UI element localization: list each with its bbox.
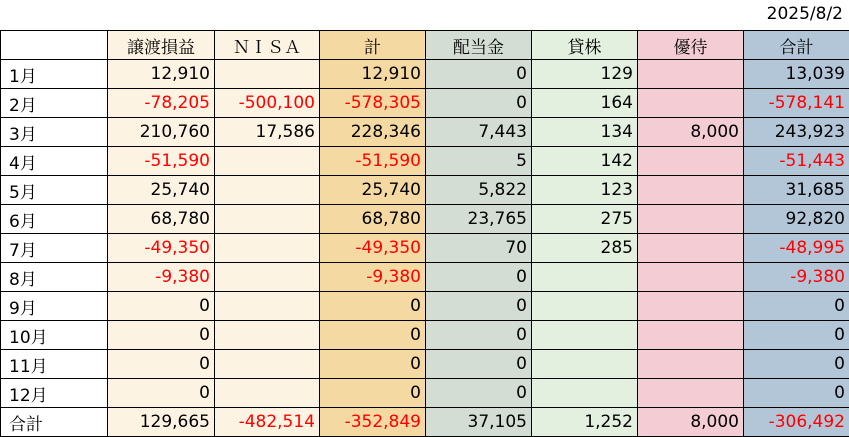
cell-grand-total: -51,443 [744,147,849,176]
table-body [1,60,849,437]
monthly-profit-table [0,30,849,437]
cell-subtotal: -9,380 [320,263,426,292]
cell-grand-total: -9,380 [744,263,849,292]
row-label: 3月 [1,118,108,147]
cell-capital-gains: -49,350 [108,234,215,263]
row-label: 5月 [1,176,108,205]
cell-capital-gains: 129,665 [108,408,215,437]
header-dividends: 配当金 [426,31,532,60]
row-label: 1月 [1,60,108,89]
cell-stock-lending: 142 [532,147,638,176]
cell-shareholder-benefits [638,263,744,292]
cell-dividends: 0 [426,292,532,321]
row-label: 9月 [1,292,108,321]
cell-dividends: 0 [426,263,532,292]
cell-nisa [215,350,320,379]
row-label: 7月 [1,234,108,263]
cell-grand-total: -578,141 [744,89,849,118]
header-nisa: ＮＩＳＡ [215,31,320,60]
cell-nisa [215,234,320,263]
cell-nisa: 17,586 [215,118,320,147]
table-row [1,263,849,292]
cell-subtotal: 25,740 [320,176,426,205]
table-row [1,60,849,89]
cell-nisa [215,176,320,205]
cell-shareholder-benefits [638,234,744,263]
cell-grand-total: 243,923 [744,118,849,147]
cell-nisa [215,205,320,234]
table-row [1,89,849,118]
cell-capital-gains: 210,760 [108,118,215,147]
cell-nisa [215,60,320,89]
row-label: 合計 [1,408,108,437]
cell-dividends: 0 [426,89,532,118]
cell-grand-total: 92,820 [744,205,849,234]
cell-capital-gains: 12,910 [108,60,215,89]
row-label: 11月 [1,350,108,379]
header-subtotal: 計 [320,31,426,60]
cell-dividends: 0 [426,379,532,408]
cell-nisa [215,263,320,292]
header-row [1,31,849,60]
header-stock-lending: 貸株 [532,31,638,60]
cell-dividends: 0 [426,60,532,89]
cell-capital-gains: -78,205 [108,89,215,118]
cell-stock-lending [532,292,638,321]
cell-shareholder-benefits [638,176,744,205]
cell-dividends: 37,105 [426,408,532,437]
cell-nisa [215,379,320,408]
cell-shareholder-benefits [638,89,744,118]
table-row [1,350,849,379]
row-label: 4月 [1,147,108,176]
cell-subtotal: -49,350 [320,234,426,263]
cell-shareholder-benefits [638,205,744,234]
cell-grand-total: 0 [744,350,849,379]
cell-subtotal: 0 [320,292,426,321]
cell-shareholder-benefits [638,292,744,321]
cell-stock-lending [532,263,638,292]
table-row [1,147,849,176]
row-label: 2月 [1,89,108,118]
cell-stock-lending: 275 [532,205,638,234]
cell-capital-gains: 68,780 [108,205,215,234]
cell-shareholder-benefits: 8,000 [638,118,744,147]
cell-nisa: -482,514 [215,408,320,437]
cell-capital-gains: 0 [108,379,215,408]
row-label: 12月 [1,379,108,408]
header-capital-gains: 譲渡損益 [108,31,215,60]
cell-grand-total: 31,685 [744,176,849,205]
cell-shareholder-benefits [638,60,744,89]
cell-capital-gains: 25,740 [108,176,215,205]
cell-capital-gains: 0 [108,292,215,321]
cell-stock-lending: 129 [532,60,638,89]
cell-stock-lending: 285 [532,234,638,263]
cell-subtotal: 0 [320,350,426,379]
cell-subtotal: 0 [320,379,426,408]
cell-subtotal: -578,305 [320,89,426,118]
report-date: 2025/8/2 [767,4,843,24]
cell-dividends: 5,822 [426,176,532,205]
cell-shareholder-benefits [638,379,744,408]
cell-grand-total: -48,995 [744,234,849,263]
table-row [1,379,849,408]
table-row [1,321,849,350]
cell-nisa [215,321,320,350]
header-grand-total: 合計 [744,31,849,60]
cell-subtotal: 68,780 [320,205,426,234]
cell-dividends: 70 [426,234,532,263]
table-row [1,118,849,147]
cell-nisa [215,292,320,321]
header-month [1,31,108,60]
cell-nisa [215,147,320,176]
cell-stock-lending [532,321,638,350]
cell-grand-total: 0 [744,321,849,350]
cell-stock-lending: 1,252 [532,408,638,437]
cell-stock-lending [532,350,638,379]
cell-shareholder-benefits [638,321,744,350]
total-row [1,408,849,437]
cell-grand-total: 0 [744,292,849,321]
table-row [1,234,849,263]
cell-subtotal: 12,910 [320,60,426,89]
cell-dividends: 0 [426,350,532,379]
cell-dividends: 0 [426,321,532,350]
cell-dividends: 5 [426,147,532,176]
cell-grand-total: -306,492 [744,408,849,437]
cell-stock-lending: 123 [532,176,638,205]
cell-shareholder-benefits [638,147,744,176]
cell-capital-gains: -9,380 [108,263,215,292]
cell-grand-total: 0 [744,379,849,408]
cell-capital-gains: 0 [108,321,215,350]
cell-subtotal: -51,590 [320,147,426,176]
cell-stock-lending: 134 [532,118,638,147]
cell-subtotal: -352,849 [320,408,426,437]
cell-nisa: -500,100 [215,89,320,118]
row-label: 8月 [1,263,108,292]
table-row [1,292,849,321]
table-row [1,176,849,205]
cell-stock-lending [532,379,638,408]
cell-dividends: 23,765 [426,205,532,234]
row-label: 6月 [1,205,108,234]
table-row [1,205,849,234]
cell-stock-lending: 164 [532,89,638,118]
header-shareholder-benefits: 優待 [638,31,744,60]
cell-shareholder-benefits [638,350,744,379]
cell-subtotal: 228,346 [320,118,426,147]
cell-capital-gains: 0 [108,350,215,379]
date-row [0,0,849,30]
row-label: 10月 [1,321,108,350]
cell-grand-total: 13,039 [744,60,849,89]
cell-shareholder-benefits: 8,000 [638,408,744,437]
cell-capital-gains: -51,590 [108,147,215,176]
cell-dividends: 7,443 [426,118,532,147]
cell-subtotal: 0 [320,321,426,350]
